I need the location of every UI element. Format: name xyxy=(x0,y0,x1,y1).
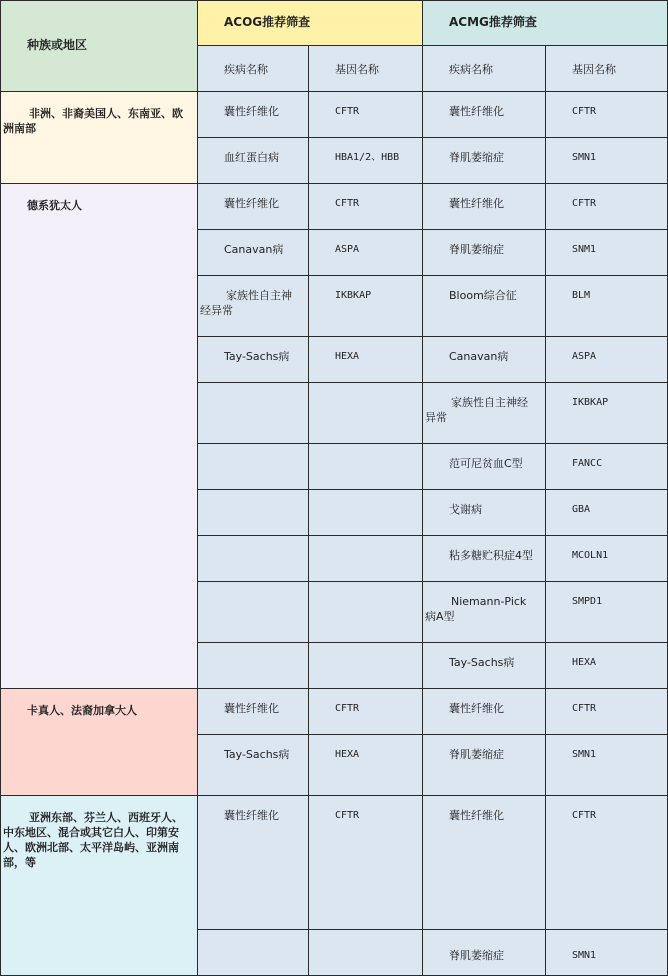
acog-disease-cell xyxy=(197,642,309,689)
acog-gene-cell xyxy=(308,642,423,689)
acmg-disease-cell: 脊肌萎缩症 xyxy=(422,229,546,276)
group-name-cell: 亚洲东部、芬兰人、西班牙人、中东地区、混合或其它白人、印第安人、欧洲北部、太平洋岛屿、亚洲南部，等 xyxy=(0,795,198,976)
acog-disease-cell: 囊性纤维化 xyxy=(197,795,309,930)
acog-disease-cell: Canavan病 xyxy=(197,229,309,276)
acmg-gene-cell: CFTR xyxy=(545,795,668,930)
acog-disease-cell xyxy=(197,443,309,490)
acog-gene-cell: HBA1/2、HBB xyxy=(308,137,423,184)
acog-disease-cell: 囊性纤维化 xyxy=(197,183,309,230)
group-name-cell: 卡真人、法裔加拿大人 xyxy=(0,688,198,796)
acmg-gene-cell: CFTR xyxy=(545,183,668,230)
acog-disease-cell xyxy=(197,581,309,643)
acog-gene-cell: CFTR xyxy=(308,795,423,930)
acog-disease-cell: Tay-Sachs病 xyxy=(197,734,309,796)
acmg-disease-header: 疾病名称 xyxy=(422,45,546,92)
acog-gene-cell xyxy=(308,382,423,444)
acmg-disease-cell: 囊性纤维化 xyxy=(422,688,546,735)
acog-disease-cell: 囊性纤维化 xyxy=(197,91,309,138)
acmg-disease-cell: 粘多糖贮积症4型 xyxy=(422,535,546,582)
acog-gene-cell: HEXA xyxy=(308,336,423,383)
acmg-disease-cell: 范可尼贫血C型 xyxy=(422,443,546,490)
acmg-disease-cell: 脊肌萎缩症 xyxy=(422,734,546,796)
group-name-cell: 非洲、非裔美国人、东南亚、欧洲南部 xyxy=(0,91,198,184)
acmg-gene-cell: HEXA xyxy=(545,642,668,689)
acmg-gene-cell: MCOLN1 xyxy=(545,535,668,582)
acog-gene-cell xyxy=(308,581,423,643)
acog-disease-cell xyxy=(197,535,309,582)
acmg-disease-cell: 脊肌萎缩症 xyxy=(422,929,546,976)
acog-gene-cell: ASPA xyxy=(308,229,423,276)
acmg-disease-cell: Canavan病 xyxy=(422,336,546,383)
acog-disease-header: 疾病名称 xyxy=(197,45,309,92)
acmg-disease-cell: 家族性自主神经异常 xyxy=(422,382,546,444)
acog-disease-cell: 家族性自主神经异常 xyxy=(197,275,309,337)
acog-disease-cell xyxy=(197,489,309,536)
acog-gene-cell xyxy=(308,443,423,490)
acog-gene-cell: CFTR xyxy=(308,91,423,138)
acmg-disease-cell: Tay-Sachs病 xyxy=(422,642,546,689)
acmg-disease-cell: 戈谢病 xyxy=(422,489,546,536)
acog-gene-cell xyxy=(308,929,423,976)
acmg-gene-cell: IKBKAP xyxy=(545,382,668,444)
acmg-gene-cell: SMN1 xyxy=(545,734,668,796)
acmg-gene-header: 基因名称 xyxy=(545,45,668,92)
acmg-gene-cell: ASPA xyxy=(545,336,668,383)
acog-gene-cell xyxy=(308,535,423,582)
acog-disease-cell: Tay-Sachs病 xyxy=(197,336,309,383)
acmg-gene-cell: SNM1 xyxy=(545,229,668,276)
acmg-gene-cell: SMN1 xyxy=(545,137,668,184)
acmg-disease-cell: Niemann-Pick病A型 xyxy=(422,581,546,643)
acmg-gene-cell: CFTR xyxy=(545,91,668,138)
acmg-gene-cell: BLM xyxy=(545,275,668,337)
acmg-disease-cell: 脊肌萎缩症 xyxy=(422,137,546,184)
acmg-gene-cell: GBA xyxy=(545,489,668,536)
acog-disease-cell: 囊性纤维化 xyxy=(197,688,309,735)
acmg-gene-cell: FANCC xyxy=(545,443,668,490)
acog-disease-cell: 血红蛋白病 xyxy=(197,137,309,184)
acmg-gene-cell: SMN1 xyxy=(545,929,668,976)
acmg-disease-cell: 囊性纤维化 xyxy=(422,183,546,230)
acog-gene-header: 基因名称 xyxy=(308,45,423,92)
acog-header: ACOG推荐筛查 xyxy=(197,0,423,46)
acmg-gene-cell: SMPD1 xyxy=(545,581,668,643)
acmg-header: ACMG推荐筛查 xyxy=(422,0,668,46)
acog-gene-cell: CFTR xyxy=(308,183,423,230)
acmg-gene-cell: CFTR xyxy=(545,688,668,735)
acmg-disease-cell: 囊性纤维化 xyxy=(422,795,546,930)
group-name-cell: 德系犹太人 xyxy=(0,183,198,689)
acog-gene-cell: HEXA xyxy=(308,734,423,796)
acog-gene-cell xyxy=(308,489,423,536)
acog-disease-cell xyxy=(197,382,309,444)
acmg-disease-cell: Bloom综合征 xyxy=(422,275,546,337)
acmg-disease-cell: 囊性纤维化 xyxy=(422,91,546,138)
acog-disease-cell xyxy=(197,929,309,976)
acog-gene-cell: CFTR xyxy=(308,688,423,735)
acog-gene-cell: IKBKAP xyxy=(308,275,423,337)
group-column-header: 种族或地区 xyxy=(0,0,198,92)
